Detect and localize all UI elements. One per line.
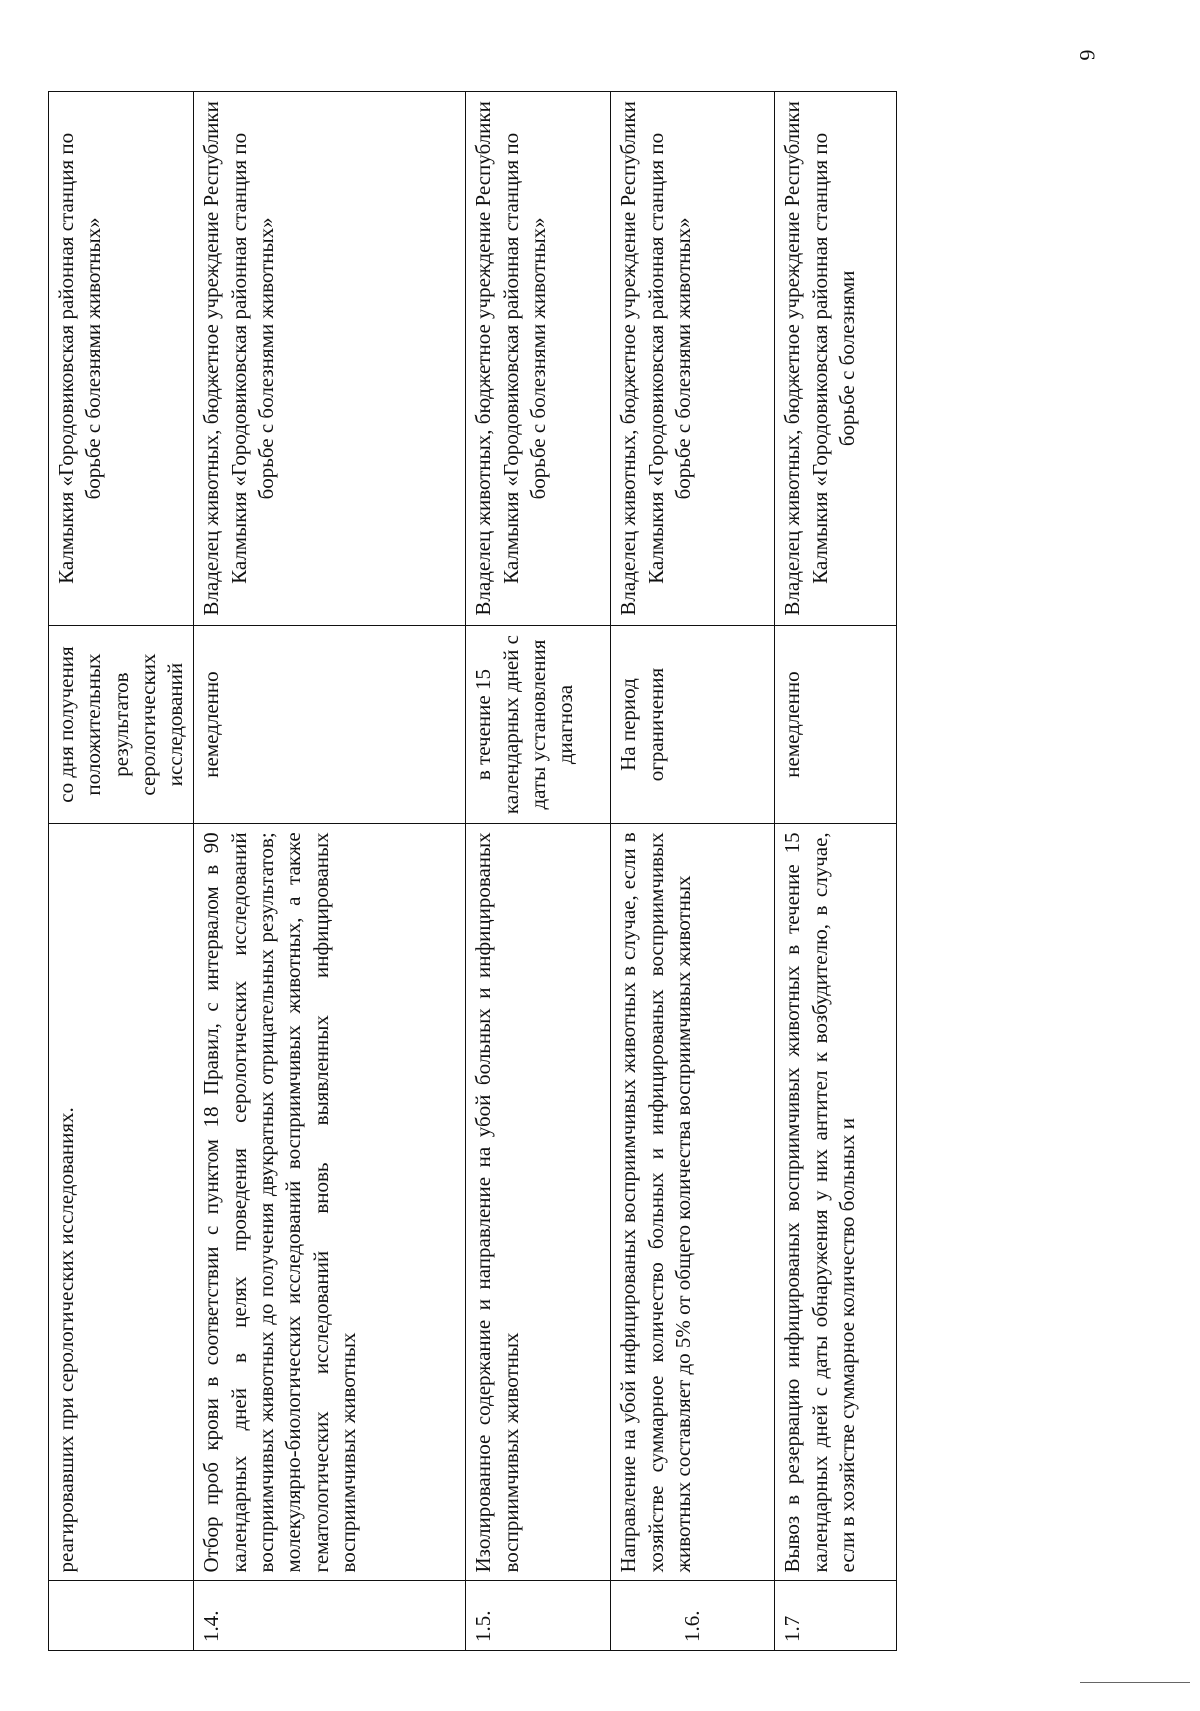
term-cell: со дня получения положительных результатов серологических исследований xyxy=(49,625,194,824)
row-number: 1.5. xyxy=(466,1581,611,1651)
action-cell: Изолированное содержание и направление на убой больных и инфицированых восприимчивых животных xyxy=(466,824,611,1581)
table-row xyxy=(194,92,466,1651)
term-cell: немедленно xyxy=(194,625,466,824)
action-cell: Отбор проб крови в соответствии с пунктом 18 Правил, с интервалом в 90 календарных дней в целях проведения серологических исследований восприимчивых животных до получения двукратных отрицательных результатов; молекулярно-биологических исследований восприимчивых животных, а также гематологических исследований вновь выявленных инфицированых восприимчивых животных xyxy=(194,824,466,1581)
row-number: 1.7 xyxy=(775,1581,897,1651)
responsible-cell: Владелец животных, бюджетное учреждение Республики Калмыкия «Городовиковская районная станция по борьбе с болезнями животных» xyxy=(611,92,775,626)
bottom-rule xyxy=(1080,1682,1190,1683)
table-row xyxy=(466,92,611,1651)
page-number xyxy=(1072,40,1102,70)
action-cell: Направление на убой инфицированых восприимчивых животных в случае, если в хозяйстве суммарное количество больных и инфицированых восприимчивых животных составляет до 5% от общего количества восприимчивых животных xyxy=(611,824,775,1581)
row-number xyxy=(49,1581,194,1651)
responsible-cell: Калмыкия «Городовиковская районная станция по борьбе с болезнями животных» xyxy=(49,92,194,626)
responsible-cell: Владелец животных, бюджетное учреждение Республики Калмыкия «Городовиковская районная станция по борьбе с болезнями животных» xyxy=(466,92,611,626)
row-number: 1.6. xyxy=(611,1581,775,1651)
action-cell: реагировавших при серологических исследованиях. xyxy=(49,824,194,1581)
table-row xyxy=(49,92,194,1651)
responsible-cell: Владелец животных, бюджетное учреждение Республики Калмыкия «Городовиковская районная станция по борьбе с болезнями животных» xyxy=(194,92,466,626)
page-number-text: 6 xyxy=(1075,49,1100,61)
action-cell: Вывоз в резервацию инфицированых восприимчивых животных в течение 15 календарных дней с даты обнаружения у них антител к возбудителю, в случае, если в хозяйстве суммарное количество больных и xyxy=(775,824,897,1581)
row-number: 1.4. xyxy=(194,1581,466,1651)
rotated-content xyxy=(0,31,1110,1711)
responsible-cell: Владелец животных, бюджетное учреждение Республики Калмыкия «Городовиковская районная станция по борьбе с болезнями xyxy=(775,92,897,626)
table-row xyxy=(775,92,897,1651)
term-cell: На период ограничения xyxy=(611,625,775,824)
measures-table xyxy=(48,91,897,1651)
term-cell: немедленно xyxy=(775,625,897,824)
term-cell: в течение 15 календарных дней с даты установления диагноза xyxy=(466,625,611,824)
table-row xyxy=(611,92,775,1651)
